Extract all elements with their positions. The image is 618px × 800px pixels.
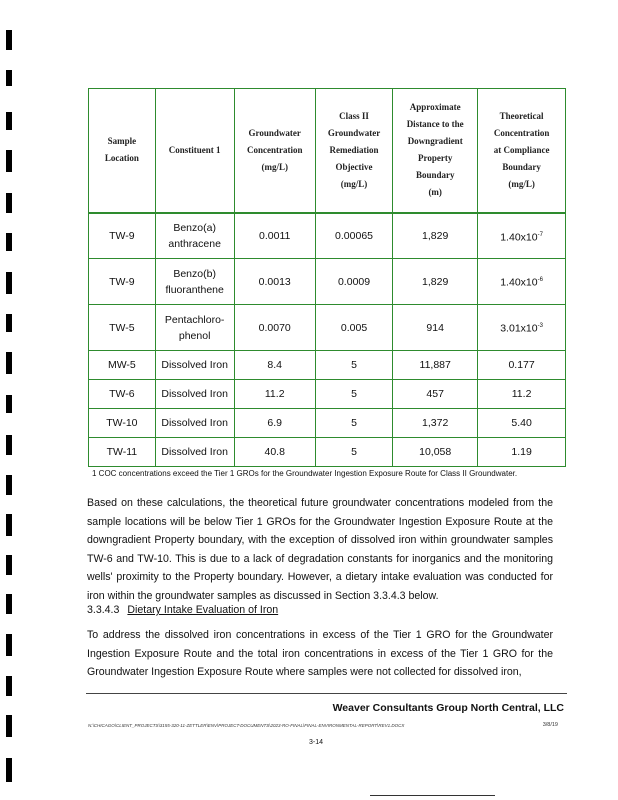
section-number: 3.3.4.3: [87, 604, 120, 616]
cell-constituent: Dissolved Iron: [155, 409, 234, 438]
punch-mark: [6, 715, 12, 737]
table-footnote: 1 COC concentrations exceed the Tier 1 GROs for the Groundwater Ingestion Exposure Route for Class II Groundwater.: [92, 469, 518, 478]
punch-mark: [6, 233, 12, 251]
cell-theoretical: 11.2: [478, 380, 566, 409]
cell-gw: 0.0070: [234, 305, 315, 351]
cell-distance: 1,829: [393, 213, 478, 259]
punch-mark: [6, 475, 12, 495]
table-row: [89, 351, 566, 380]
table-row: [89, 409, 566, 438]
footer-rule: [86, 693, 567, 694]
section-heading: [87, 604, 278, 616]
cell-theoretical: $3.01x10^{-3}$: [478, 305, 566, 351]
cell-ro: 0.005: [315, 305, 392, 351]
header-sample-location: Sample Location: [89, 89, 156, 213]
cell-ro: 0.0009: [315, 259, 392, 305]
page-number: 3-14: [309, 739, 324, 746]
table-row: [89, 305, 566, 351]
cell-gw: 8.4: [234, 351, 315, 380]
body-paragraph: Based on these calculations, the theoretical future groundwater concentrations modeled from the sample locations will be below Tier 1 GROs for the Groundwater Ingestion Exposure Route at the downgradient Property boundary, with the exception of dissolved iron within groundwater samples TW-6 and TW-10. This is due to a lack of degradation constants for inorganics and the monitoring wells' proximity to the Property boundary. However, a dietary intake evaluation was conducted for iron within the groundwater samples as discussed in Section 3.3.4.3 below.: [87, 497, 553, 602]
section-title: Dietary Intake Evaluation of Iron: [127, 604, 279, 616]
cell-ro: 5: [315, 380, 392, 409]
punch-mark: [6, 435, 12, 455]
punch-mark: [6, 758, 12, 782]
cell-location: TW-9: [89, 259, 156, 305]
punch-mark: [6, 70, 12, 86]
file-path: N:\CHICAGO\CLIENT_PROJECTS\3155-320-11-ZETTLER\ENV\PROJECT-DOCUMENTS\2023-RO-FINAL\FINAL-ENVIRONMENTAL-REPORT\REV1.DOCX: [88, 723, 405, 728]
punch-mark: [6, 594, 12, 614]
table-header-row: [89, 89, 566, 213]
table-row: [89, 438, 566, 467]
cell-theoretical: 0.177: [478, 351, 566, 380]
cell-location: TW-10: [89, 409, 156, 438]
concentration-table: [88, 88, 566, 467]
cell-distance: 1,372: [393, 409, 478, 438]
cell-theoretical: $1.40x10^{-6}$: [478, 259, 566, 305]
punch-mark: [6, 676, 12, 696]
cell-ro: 5: [315, 409, 392, 438]
punch-mark: [6, 150, 12, 172]
cell-ro: 0.00065: [315, 213, 392, 259]
table-row: [89, 259, 566, 305]
cell-constituent: Benzo(a) anthracene: [155, 213, 234, 259]
punch-mark: [6, 112, 12, 130]
cell-theoretical: $1.40x10^{-7}$: [478, 213, 566, 259]
cell-location: TW-6: [89, 380, 156, 409]
cell-theoretical: 1.19: [478, 438, 566, 467]
header-remediation-objective: Class II Groundwater Remediation Objective (mg/L): [315, 89, 392, 213]
table-row: [89, 380, 566, 409]
punch-mark: [6, 30, 12, 50]
cell-ro: 5: [315, 438, 392, 467]
header-groundwater-concentration: Groundwater Concentration (mg/L): [234, 89, 315, 213]
punch-mark: [6, 314, 12, 332]
cell-location: TW-11: [89, 438, 156, 467]
punch-mark: [6, 395, 12, 413]
cell-constituent: Dissolved Iron: [155, 380, 234, 409]
cell-gw: 0.0011: [234, 213, 315, 259]
header-distance: Approximate Distance to the Downgradient Property Boundary (m): [393, 89, 478, 213]
punch-mark: [6, 193, 12, 213]
cell-constituent: Dissolved Iron: [155, 438, 234, 467]
punch-mark: [6, 514, 12, 536]
company-name: Weaver Consultants Group North Central, LLC: [332, 702, 564, 714]
cell-distance: 457: [393, 380, 478, 409]
cell-gw: 11.2: [234, 380, 315, 409]
punch-mark: [6, 272, 12, 294]
cell-location: TW-9: [89, 213, 156, 259]
cell-theoretical: 5.40: [478, 409, 566, 438]
cell-distance: 10,058: [393, 438, 478, 467]
table-row: [89, 213, 566, 259]
cell-gw: 6.9: [234, 409, 315, 438]
cell-gw: 0.0013: [234, 259, 315, 305]
cell-distance: 914: [393, 305, 478, 351]
cell-distance: 1,829: [393, 259, 478, 305]
cell-constituent: Benzo(b) fluoranthene: [155, 259, 234, 305]
cell-ro: 5: [315, 351, 392, 380]
cell-location: MW-5: [89, 351, 156, 380]
punch-mark: [6, 352, 12, 374]
body-paragraph: To address the dissolved iron concentrations in excess of the Tier 1 GRO for the Groundwater Ingestion Exposure Route and the total iron concentrations in excess of the Tier 1 GRO for the Groundwater Ingestion Exposure Route where samples were not collected for dissolved iron,: [87, 629, 553, 678]
header-constituent: Constituent 1: [155, 89, 234, 213]
cell-location: TW-5: [89, 305, 156, 351]
cell-constituent: Dissolved Iron: [155, 351, 234, 380]
punch-mark: [6, 634, 12, 656]
cell-gw: 40.8: [234, 438, 315, 467]
document-date: 3/8/19: [542, 722, 558, 728]
bottom-divider: [370, 795, 495, 796]
cell-constituent: Pentachloro- phenol: [155, 305, 234, 351]
punch-mark: [6, 555, 12, 575]
header-theoretical-concentration: Theoretical Concentration at Compliance Boundary (mg/L): [478, 89, 566, 213]
cell-distance: 11,887: [393, 351, 478, 380]
